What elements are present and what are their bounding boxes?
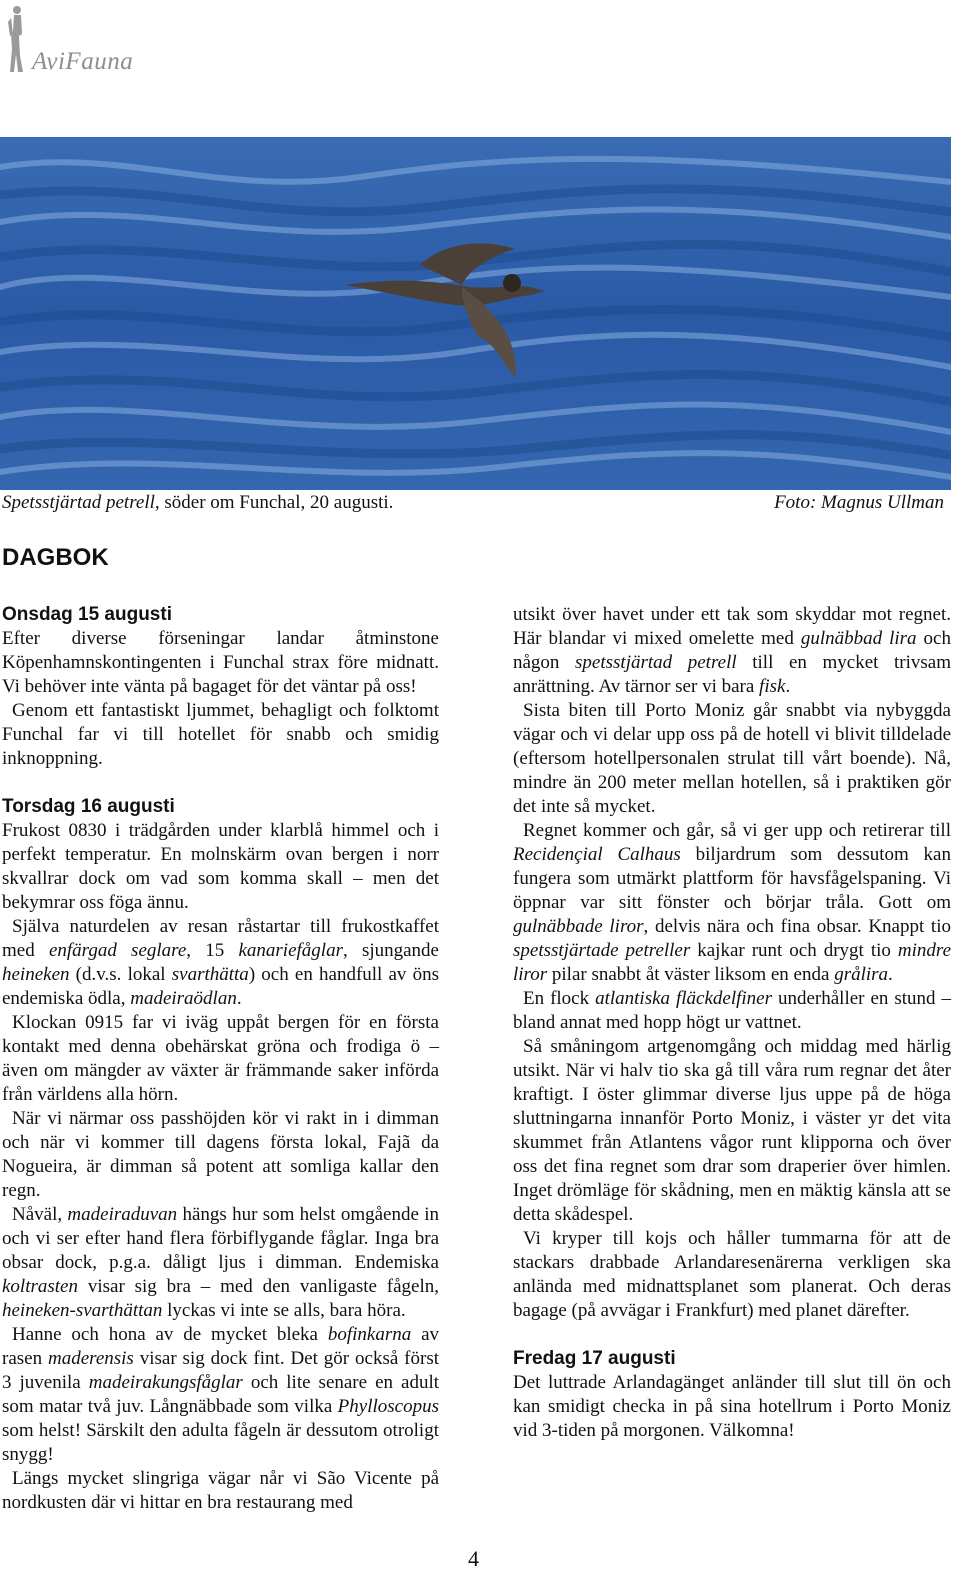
species-name: spetsstjärtade petreller bbox=[513, 940, 691, 961]
spacer bbox=[2, 771, 439, 795]
caption-species: Spetsstjärtad petrell bbox=[2, 492, 155, 513]
caption-text: , söder om Funchal, 20 augusti. bbox=[154, 492, 394, 513]
paragraph: Längs mycket slingriga vägar når vi São Vicente på nordkusten där vi hittar en bra restaurang med bbox=[2, 1468, 439, 1513]
photo-image bbox=[0, 137, 951, 490]
day-heading: Onsdag 15 augusti bbox=[2, 604, 172, 625]
photo-credit: Foto: Magnus Ullman bbox=[774, 492, 944, 513]
avifauna-logo bbox=[2, 2, 182, 82]
species-name: gulnäbbad lira bbox=[800, 628, 917, 649]
paragraph: Hanne och hona av de mycket bleka bofinkarna av rasen maderensis visar sig dock fint. Det gör också först 3 juvenila madeirakungsfåglar och lite senare en adult som matar två juv. Långnäbbade som vilka Phylloscopus som helst! Särskilt den adulta fågeln är dessutom otroligt snygg! bbox=[2, 1324, 439, 1465]
species-name: heineken-svarthättan bbox=[2, 1300, 163, 1321]
paragraph: En flock atlantiska fläckdelfiner underhåller en stund – bland annat med hopp högt ur vattnet. bbox=[513, 988, 951, 1033]
species-name: enfärgad seglare bbox=[48, 940, 187, 961]
paragraph: Sista biten till Porto Moniz går snabbt via nybyggda vägar och vi delar upp oss på de hotell vi blivit tilldelade (eftersom hotellpersonalen strulat till vårt boende). Nå, mindre än 200 meter mellan hotellen, så i praktiken gör det inte så mycket. bbox=[513, 700, 951, 817]
paragraph: Själva naturdelen av resan råstartar till frukostkaffet med enfärgad seglare, 15 kanariefåglar, sjungande heineken (d.v.s. lokal svarthätta) och en handfull av öns endemiska ödla, madeiraödlan. bbox=[2, 916, 439, 1009]
paragraph: utsikt över havet under ett tak som skyddar mot regnet. Här blandar vi mixed omelette med gulnäbbad lira och någon spetsstjärtad petrell till en mycket trivsam anrättning. Av tärnor ser vi bara fisk. bbox=[513, 604, 951, 697]
paragraph: Så småningom artgenomgång och middag med härlig utsikt. När vi halv tio ska gå till våra rum regnar det åter kraftigt. I öster glimmar diverse ljus uppe på de höga sluttningarna innanför Porto Moniz, i väster yr det vita skummet från Atlantens vågor runt klipporna och över oss det fina regnet som drar som draperier över himlen. Inget drömläge för skådning, men en mäktig känsla att se detta skådespel. bbox=[513, 1036, 951, 1225]
paragraph: Genom ett fantastiskt ljummet, behagligt och folktomt Funchal far vi till hotellet för snabb och smidig inknoppning. bbox=[2, 700, 439, 769]
species-name: mindre liror bbox=[513, 940, 951, 985]
species-name: bofinkarna bbox=[327, 1324, 412, 1345]
paragraph: Vi kryper till kojs och håller tummarna för att de stackars drabbade Arlandaresenärerna verkligen ska anlända med midnattsplanet som planerat. Och deras bagage (på avvägar i Frankfurt) med planet därefter. bbox=[513, 1228, 951, 1321]
paragraph: Det luttrade Arlandagänget anländer till slut till ön och kan smidigt checka in på sina hotellrum i Porto Moniz vid 3-tiden på morgonen. Välkomna! bbox=[513, 1372, 951, 1441]
paragraph: Nåväl, madeiraduvan hängs hur som helst omgående in och vi ser efter hand flera förbiflygande fåglar. Inga bra obsar dock, p.g.a. dåligt ljus i dimman. Endemiska koltrasten visar sig bra – med den vanligaste fågeln, heineken-svarthättan lyckas vi inte se alls, bara höra. bbox=[2, 1204, 439, 1321]
paragraph: Frukost 0830 i trädgården under klarblå himmel och i perfekt temperatur. En molnskärm ovan bergen i norr skvallrar dock om vad som komma skall – men det bekymrar oss föga ännu. bbox=[2, 820, 439, 913]
species-name: atlantiska fläckdelfiner bbox=[595, 988, 773, 1009]
left-column bbox=[2, 603, 439, 1515]
species-name: koltrasten bbox=[2, 1276, 78, 1297]
paragraph: Efter diverse förseningar landar åtminstone Köpenhamnskontingenten i Funchal strax före midnatt. Vi behöver inte vänta på bagaget för det väntar på oss! bbox=[2, 628, 439, 697]
petrel-photo bbox=[0, 137, 951, 490]
right-column bbox=[513, 603, 951, 1443]
species-name: maderensis bbox=[47, 1348, 134, 1369]
place-name: Recidençial Calhaus bbox=[513, 844, 681, 865]
photo-caption bbox=[2, 492, 393, 514]
day-heading: Fredag 17 augusti bbox=[513, 1348, 676, 1369]
species-name: svarthätta bbox=[171, 964, 249, 985]
species-name: madeiraödlan bbox=[130, 988, 237, 1009]
hiker-silhouette-icon bbox=[6, 4, 26, 74]
species-name: grålira bbox=[834, 964, 889, 985]
species-name: heineken bbox=[2, 964, 70, 985]
section-title: DAGBOK bbox=[2, 544, 109, 571]
logo-text: AviFauna bbox=[32, 48, 134, 75]
paragraph: När vi närmar oss passhöjden kör vi rakt in i dimman och när vi kommer till dagens första lokal, Fajã da Nogueira, är dimman så potent att somliga kallar den regn. bbox=[2, 1108, 439, 1201]
species-name: Phylloscopus bbox=[337, 1396, 439, 1417]
species-name: kanariefåglar bbox=[238, 940, 343, 961]
species-name: spetsstjärtad petrell bbox=[575, 652, 737, 673]
spacer bbox=[513, 1323, 951, 1347]
species-name: fisk bbox=[759, 676, 786, 697]
paragraph: Regnet kommer och går, så vi ger upp och retirerar till Recidençial Calhaus biljardrum som dessutom kan fungera som utmärkt plattform för havsfågelspaning. Vi öppnar var sitt fönster och börjar tråla. Gott om gulnäbbade liror, delvis nära och fina obsar. Knappt tio spetsstjärtade petreller kajkar runt och drygt tio mindre liror pilar snabbt åt väster liksom en enda grålira. bbox=[513, 820, 951, 985]
species-name: madeirakungsfåglar bbox=[88, 1372, 243, 1393]
species-name: madeiraduvan bbox=[67, 1204, 178, 1225]
page-number: 4 bbox=[468, 1546, 479, 1571]
paragraph: Klockan 0915 far vi iväg uppåt bergen för en första kontakt med denna obehärskat gröna och frodiga ö – även om mängder av växter är främmande saker införda från världens alla hörn. bbox=[2, 1012, 439, 1105]
species-name: gulnäbbade liror bbox=[513, 916, 644, 937]
day-heading: Torsdag 16 augusti bbox=[2, 796, 175, 817]
